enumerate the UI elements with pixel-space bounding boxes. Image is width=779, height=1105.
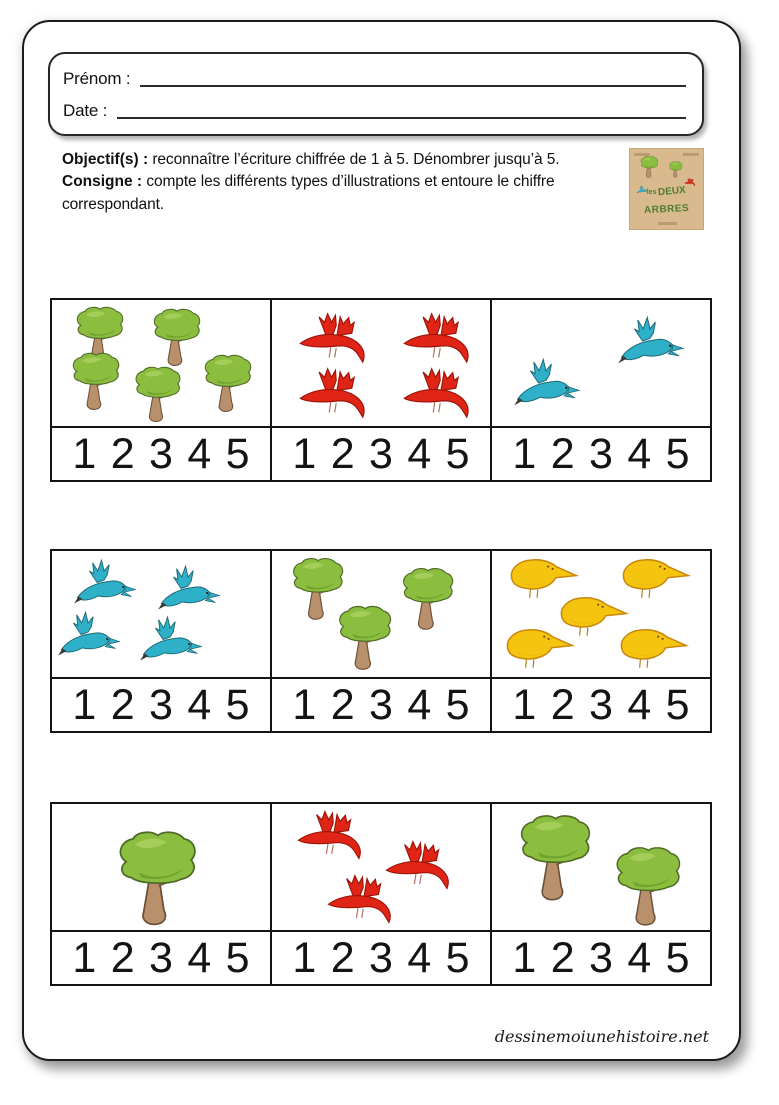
number-option-5[interactable]: 5 [665,430,690,478]
cover-title: les DEUX ARBRES [643,184,690,217]
number-option-5[interactable]: 5 [225,681,250,729]
red-bird-illustration [296,810,372,863]
consigne-line [62,171,618,216]
number-option-1[interactable]: 1 [512,430,537,478]
cover-author-text [683,153,699,156]
tree-illustration [514,814,594,902]
number-choice-cell [52,426,270,480]
number-option-4[interactable]: 4 [627,681,652,729]
blue-bird-illustration [74,557,138,608]
number-option-2[interactable]: 2 [330,681,355,729]
number-option-1[interactable]: 1 [72,430,97,478]
number-option-2[interactable]: 2 [550,934,575,982]
number-option-4[interactable]: 4 [627,430,652,478]
red-bird-illustration [298,367,376,422]
number-choice-cell [52,677,270,731]
number-option-2[interactable]: 2 [110,934,135,982]
tree-icon [668,161,683,178]
number-option-1[interactable]: 1 [512,934,537,982]
yellow-bird-illustration [506,557,580,600]
table-column [492,551,710,731]
number-option-5[interactable]: 5 [445,681,470,729]
page-frame [22,20,741,1061]
number-option-5[interactable]: 5 [445,430,470,478]
prenom-label: Prénom : [63,69,131,88]
number-option-5[interactable]: 5 [225,934,250,982]
number-choice-cell [272,426,490,480]
number-option-1[interactable]: 1 [512,681,537,729]
number-option-4[interactable]: 4 [187,934,212,982]
blue-bird-illustration [58,609,122,660]
number-choice-cell [272,677,490,731]
tree-illustration [200,354,254,413]
table-column [492,300,710,480]
name-date-box [48,52,704,136]
number-option-5[interactable]: 5 [225,430,250,478]
yellow-bird-illustration [616,627,690,670]
tree-illustration [398,567,456,631]
number-option-2[interactable]: 2 [550,681,575,729]
number-option-2[interactable]: 2 [330,430,355,478]
number-option-3[interactable]: 3 [369,681,393,729]
counting-table-row-1 [50,298,712,482]
objective-label: Objectif(s) : [62,151,149,168]
blue-bird-illustration [514,356,582,410]
number-option-1[interactable]: 1 [292,934,317,982]
website-credit: dessinemoiunehistoire.net [494,1027,709,1046]
number-option-4[interactable]: 4 [407,681,432,729]
number-choice-cell [492,426,710,480]
number-choice-cell [492,930,710,984]
red-bird-illustration [298,312,376,367]
tree-illustration [68,352,122,411]
table-column [492,804,710,984]
number-option-1[interactable]: 1 [72,934,97,982]
yellow-bird-illustration [618,557,692,600]
picture-cell [492,804,710,930]
red-bird-illustration [402,312,480,367]
number-option-5[interactable]: 5 [665,934,690,982]
picture-cell [272,804,490,930]
tree-illustration [610,846,684,927]
picture-cell [52,804,270,930]
consigne-text: compte les différents types d’illustrations et entoure le chiffre correspondant. [62,173,555,213]
number-option-4[interactable]: 4 [187,681,212,729]
number-option-3[interactable]: 3 [149,430,173,478]
counting-table-row-2 [50,549,712,733]
number-choice-cell [272,930,490,984]
number-option-1[interactable]: 1 [292,681,317,729]
number-option-2[interactable]: 2 [110,430,135,478]
picture-cell [272,300,490,426]
number-option-3[interactable]: 3 [589,934,613,982]
picture-cell [492,300,710,426]
book-cover-logo [629,148,704,230]
tree-illustration [131,366,183,423]
objective-text: reconnaître l’écriture chiffrée de 1 à 5. Dénombrer jusqu’à 5. [152,151,560,168]
number-option-4[interactable]: 4 [407,934,432,982]
number-option-3[interactable]: 3 [589,430,613,478]
number-option-3[interactable]: 3 [369,430,393,478]
table-column [52,804,272,984]
prenom-input-line[interactable] [140,67,686,87]
number-choice-cell [52,930,270,984]
table-column [272,300,492,480]
blue-bird-illustration [140,614,204,665]
tree-illustration [112,830,200,927]
date-input-line[interactable] [117,99,686,119]
picture-cell [272,551,490,677]
date-row [63,99,686,119]
red-bird-illustration [402,367,480,422]
number-option-3[interactable]: 3 [149,681,173,729]
number-option-4[interactable]: 4 [407,430,432,478]
number-option-2[interactable]: 2 [330,934,355,982]
table-column [52,300,272,480]
number-choice-cell [492,677,710,731]
number-option-2[interactable]: 2 [110,681,135,729]
number-option-3[interactable]: 3 [149,934,173,982]
yellow-bird-illustration [502,627,576,670]
consigne-label: Consigne : [62,173,143,191]
tree-illustration [334,605,394,671]
instructions-block [62,149,618,216]
number-option-1[interactable]: 1 [292,430,317,478]
table-column [272,551,492,731]
picture-cell [52,551,270,677]
table-column [272,804,492,984]
tree-illustration [149,308,203,367]
tree-icon [639,156,659,178]
picture-cell [52,300,270,426]
number-option-3[interactable]: 3 [369,934,393,982]
date-label: Date : [63,101,108,120]
prenom-row [63,67,686,87]
blue-bird-illustration [158,563,222,614]
number-option-5[interactable]: 5 [445,934,470,982]
table-column [52,551,272,731]
counting-table-row-3 [50,802,712,986]
blue-bird-illustration [618,314,686,368]
picture-cell [492,551,710,677]
number-option-2[interactable]: 2 [550,430,575,478]
cover-publisher-text [658,222,677,225]
objective-line [62,149,618,171]
number-option-5[interactable]: 5 [665,681,690,729]
number-option-4[interactable]: 4 [627,934,652,982]
number-option-3[interactable]: 3 [589,681,613,729]
red-bird-illustration [326,874,402,927]
number-option-1[interactable]: 1 [72,681,97,729]
number-option-4[interactable]: 4 [187,430,212,478]
